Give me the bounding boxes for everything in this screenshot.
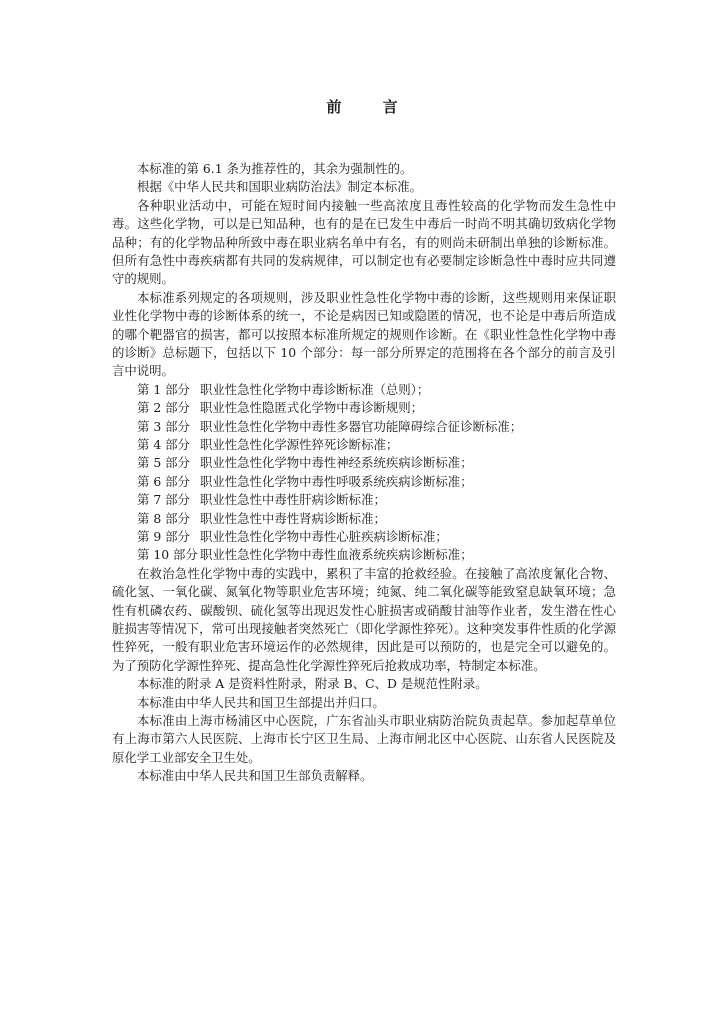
list-item [112,528,616,546]
paragraph-intro-2: 根据《中华人民共和国职业病防治法》制定本标准。 [137,179,422,195]
part-number: 第 10 部分 [137,547,198,563]
part-number: 第 6 部分 [137,473,190,489]
paragraph-outro-1: 在救治急性化学物中毒的实践中，累积了丰富的抢救经验。在接触了高浓度氰化合物、硫化氢、一氧化碳、氮氧化物等职业危害环境；纯氮、纯二氧化碳等能致窒息缺氧环境；急性有机磷农药、碳酸钡、硫化氢等出现迟发性心脏损害或硝酸甘油等作业者，发生潜在性心脏损害等情况下，常可出现接触者突然死亡（即化学源性猝死）。这种突发事件性质的化学源性猝死，一般有职业危害环境运作的必然规律，因此是可以预防的，也是完全可以避免的。为了预防化学源性猝死、提高急性化学源性猝死后抢救成功率，特制定本标准。 [112,565,616,673]
part-title: 职业性急性化学物中毒性血液系统疾病诊断标准； [200,547,473,563]
part-title: 职业性急性隐匿式化学物中毒诊断规则； [200,400,424,416]
paragraph-intro-3: 各种职业活动中，可能在短时间内接触一些高浓度且毒性较高的化学物而发生急性中毒。这些化学物，可以是已知品种，也有的是在已发生中毒后一时尚不明其确切致病化学物品种；有的化学物品种所致中毒在职业病名单中有名，有的则尚未研制出单独的诊断标准。但所有急性中毒疾病都有共同的发病规律，可以制定也有必要制定诊断急性中毒时应共同遵守的规则。 [112,197,616,287]
list-item [112,546,616,564]
part-number: 第 8 部分 [137,510,190,526]
list-item [112,399,616,417]
parts-list [112,381,616,565]
paragraph-outro-4: 本标准由上海市杨浦区中心医院，广东省汕头市职业病防治院负责起草。参加起草单位有上海市第六人民医院、上海市长宁区卫生局、上海市闸北区中心医院、山东省人民医院及原化学工业部安全卫生处。 [112,713,616,765]
paragraph-intro-1: 本标准的第 6.1 条为推荐性的，其余为强制性的。 [137,161,413,176]
part-title: 职业性急性化学源性猝死诊断标准； [200,437,399,453]
part-number: 第 4 部分 [137,437,190,453]
paragraph-intro-4: 本标准系列规定的各项规则，涉及职业性急性化学物中毒的诊断，这些规则用来保证职业性化学物中毒的诊断体系的统一，不论是病因已知或隐匿的情况，也不论是中毒后所造成的哪个靶器官的损害，都可以按照本标准所规定的规则作诊断。在《职业性急性化学物中毒的诊断》总标题下，包括以下 10 个部分：每一部分所界定的范围将在各个部分的前言及引言中说明。 [112,289,616,379]
paragraph-outro-3: 本标准由中华人民共和国卫生部提出并归口。 [137,694,385,710]
part-title: 职业性急性化学物中毒性呼吸系统疾病诊断标准； [200,473,473,489]
part-number: 第 9 部分 [137,529,190,544]
document-body [112,160,616,786]
part-number: 第 1 部分 [137,381,190,397]
part-title: 职业性急性化学物中毒诊断标准（总则）； [200,381,430,397]
part-title: 职业性急性中毒性肾病诊断标准； [200,510,386,526]
paragraph-outro-5: 本标准由中华人民共和国卫生部负责解释。 [137,768,373,784]
paragraph-outro-2: 本标准的附录 A 是资料性附录，附录 B、C、D 是规范性附录。 [137,676,488,692]
page-title: 前 言 [326,98,416,116]
list-item [112,454,616,472]
part-number: 第 5 部分 [137,455,190,471]
part-number: 第 2 部分 [137,400,190,416]
part-number: 第 3 部分 [137,418,190,434]
list-item [112,491,616,509]
part-title: 职业性急性化学物中毒性心脏疾病诊断标准； [200,529,448,544]
part-title: 职业性急性中毒性肝病诊断标准； [200,492,386,508]
part-number: 第 7 部分 [137,492,190,508]
list-item [112,418,616,436]
list-item [112,436,616,454]
list-item [112,510,616,528]
list-item [112,381,616,399]
part-title: 职业性急性化学物中毒性神经系统疾病诊断标准； [200,455,473,471]
list-item [112,473,616,491]
part-title: 职业性急性化学物中毒性多器官功能障碍综合征诊断标准； [200,418,523,434]
